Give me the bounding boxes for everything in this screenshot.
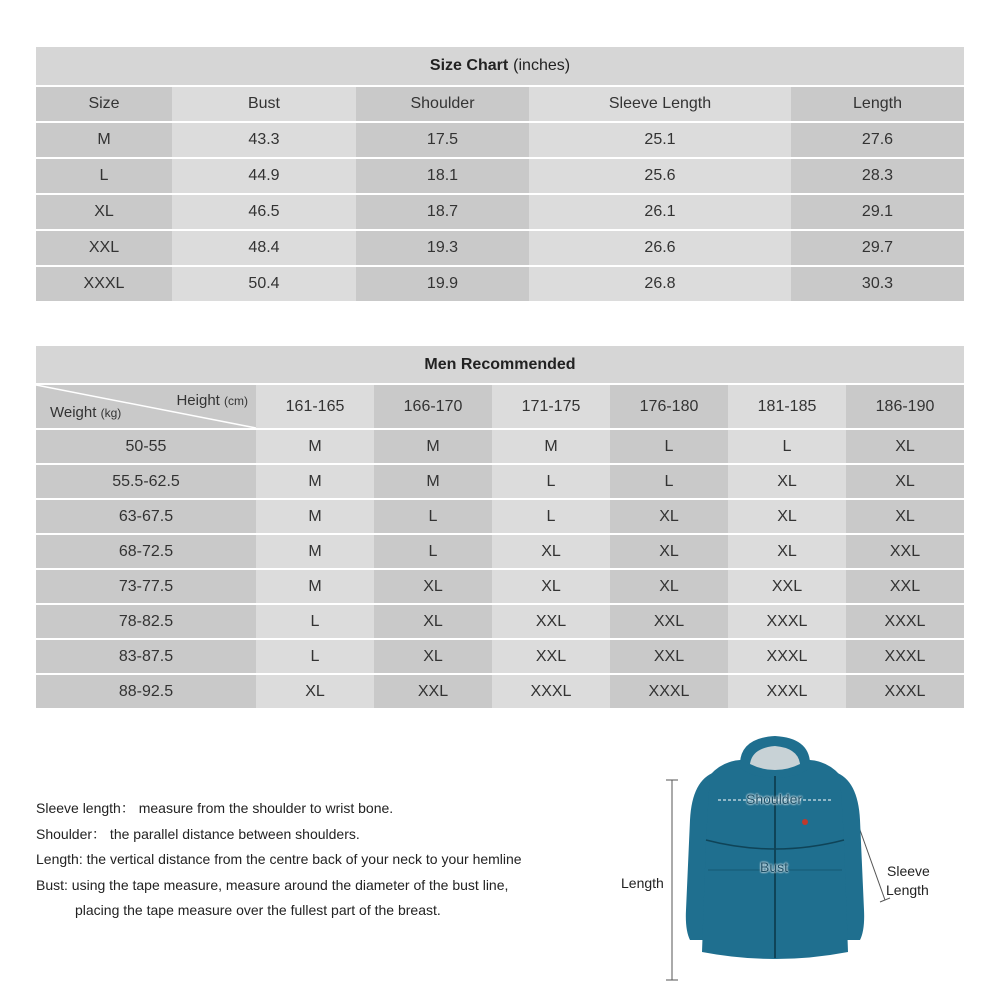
recommended-size-cell: XL <box>728 465 846 498</box>
recommended-size-cell: XL <box>256 675 374 708</box>
recommended-size-cell: M <box>256 465 374 498</box>
table-row <box>36 159 964 195</box>
size-cell: 30.3 <box>791 267 964 301</box>
recommended-size-cell: L <box>728 430 846 463</box>
bust-label: Bust <box>760 859 789 875</box>
size-cell: 43.3 <box>172 123 356 157</box>
size-chart-title-text: Size Chart <box>429 57 509 74</box>
size-cell: L <box>36 159 172 193</box>
recommended-size-cell: XXL <box>728 570 846 603</box>
size-header-cell: Length <box>791 87 964 121</box>
table-row <box>36 605 964 640</box>
recommended-size-cell: M <box>256 500 374 533</box>
size-cell: 27.6 <box>791 123 964 157</box>
note-bust: Bust: using the tape measure, measure around the diameter of the bust line, <box>36 876 509 893</box>
height-range-header: 171-175 <box>492 385 610 428</box>
recommended-size-cell: M <box>374 430 492 463</box>
recommended-size-cell: L <box>256 640 374 673</box>
recommended-size-cell: XL <box>728 500 846 533</box>
recommended-size-cell: XXXL <box>846 640 964 673</box>
recommended-size-cell: L <box>610 430 728 463</box>
table-row <box>36 640 964 675</box>
size-cell: 25.6 <box>529 159 791 193</box>
height-range-header: 161-165 <box>256 385 374 428</box>
logo-icon <box>802 819 808 825</box>
recommended-size-cell: XL <box>374 605 492 638</box>
note-bust-continued: placing the tape measure over the fullest part of the breast. <box>75 902 441 918</box>
recommended-size-cell: XXXL <box>728 605 846 638</box>
weight-range-cell: 88-92.5 <box>36 675 256 708</box>
recommended-size-cell: XXL <box>610 605 728 638</box>
size-chart-unit: (inches) <box>513 57 571 74</box>
table-row <box>36 570 964 605</box>
recommended-size-cell: XL <box>374 570 492 603</box>
recommended-size-cell: XL <box>610 500 728 533</box>
size-cell: 44.9 <box>172 159 356 193</box>
corner-header-cell <box>36 385 256 428</box>
recommended-size-cell: XL <box>492 535 610 568</box>
table-row <box>36 195 964 231</box>
size-cell: 46.5 <box>172 195 356 229</box>
sleeve-label-line2: Length <box>886 882 929 898</box>
recommended-size-cell: L <box>492 500 610 533</box>
table-row <box>36 430 964 465</box>
recommended-size-cell: XL <box>610 535 728 568</box>
weight-axis-label <box>50 404 121 421</box>
size-cell: 29.1 <box>791 195 964 229</box>
size-header-cell: Bust <box>172 87 356 121</box>
size-cell: M <box>36 123 172 157</box>
size-cell: XL <box>36 195 172 229</box>
note-shoulder: Shoulder： the parallel distance between shoulders. <box>36 825 360 842</box>
recommended-size-cell: M <box>256 535 374 568</box>
recommended-size-cell: XL <box>846 430 964 463</box>
recommended-size-cell: XXL <box>492 640 610 673</box>
size-header-cell: Size <box>36 87 172 121</box>
recommended-size-cell: M <box>492 430 610 463</box>
recommended-size-cell: L <box>492 465 610 498</box>
height-range-header: 176-180 <box>610 385 728 428</box>
weight-range-cell: 68-72.5 <box>36 535 256 568</box>
measurement-notes <box>36 796 606 924</box>
weight-range-cell: 63-67.5 <box>36 500 256 533</box>
recommended-size-cell: L <box>256 605 374 638</box>
size-cell: 18.7 <box>356 195 529 229</box>
size-cell: 26.8 <box>529 267 791 301</box>
table-row <box>36 675 964 708</box>
recommended-size-cell: XXL <box>846 535 964 568</box>
sleeve-label-line1: Sleeve <box>887 863 930 879</box>
recommended-size-cell: XL <box>728 535 846 568</box>
table-row <box>36 465 964 500</box>
recommended-size-cell: M <box>256 430 374 463</box>
note-length: Length: the vertical distance from the centre back of your neck to your hemline <box>36 851 522 867</box>
size-cell: 28.3 <box>791 159 964 193</box>
height-axis-label <box>176 392 248 409</box>
size-chart-table <box>36 47 964 301</box>
weight-range-cell: 55.5-62.5 <box>36 465 256 498</box>
size-cell: 19.9 <box>356 267 529 301</box>
recommended-size-cell: XXXL <box>610 675 728 708</box>
weight-range-cell: 73-77.5 <box>36 570 256 603</box>
weight-range-cell: 78-82.5 <box>36 605 256 638</box>
recommended-size-cell: XXL <box>846 570 964 603</box>
note-sleeve-length: Sleeve length： measure from the shoulder to wrist bone. <box>36 800 394 816</box>
recommended-size-cell: L <box>610 465 728 498</box>
recommended-size-cell: XXXL <box>728 640 846 673</box>
table-row <box>36 535 964 570</box>
size-chart-header-row <box>36 87 964 123</box>
recommended-size-cell: XL <box>846 500 964 533</box>
recommended-size-cell: XL <box>846 465 964 498</box>
shoulder-label: Shoulder <box>746 791 803 807</box>
size-cell: 48.4 <box>172 231 356 265</box>
recommended-size-cell: XL <box>610 570 728 603</box>
size-cell: 17.5 <box>356 123 529 157</box>
size-cell: 26.1 <box>529 195 791 229</box>
height-range-header: 181-185 <box>728 385 846 428</box>
recommended-size-cell: XXL <box>374 675 492 708</box>
size-cell: 50.4 <box>172 267 356 301</box>
recommended-size-cell: M <box>256 570 374 603</box>
size-chart-title <box>36 47 964 87</box>
height-range-header: 186-190 <box>846 385 964 428</box>
weight-unit: (kg) <box>100 406 122 420</box>
size-cell: 19.3 <box>356 231 529 265</box>
weight-label: Weight <box>50 404 97 421</box>
recommended-size-cell: XXL <box>492 605 610 638</box>
table-row <box>36 267 964 301</box>
recommendation-table <box>36 346 964 708</box>
recommended-size-cell: XXL <box>610 640 728 673</box>
recommendation-header-row <box>36 385 964 430</box>
recommended-size-cell: L <box>374 535 492 568</box>
size-cell: 29.7 <box>791 231 964 265</box>
size-cell: 18.1 <box>356 159 529 193</box>
recommended-size-cell: XL <box>492 570 610 603</box>
recommended-size-cell: XL <box>374 640 492 673</box>
size-header-cell: Sleeve Length <box>529 87 791 121</box>
recommendation-title: Men Recommended <box>36 346 964 385</box>
size-header-cell: Shoulder <box>356 87 529 121</box>
length-label: Length <box>621 875 664 891</box>
recommended-size-cell: XXXL <box>728 675 846 708</box>
weight-range-cell: 83-87.5 <box>36 640 256 673</box>
size-cell: 26.6 <box>529 231 791 265</box>
height-unit: (cm) <box>224 394 248 408</box>
recommended-size-cell: XXXL <box>846 605 964 638</box>
table-row <box>36 231 964 267</box>
size-cell: XXL <box>36 231 172 265</box>
size-cell: 25.1 <box>529 123 791 157</box>
height-range-header: 166-170 <box>374 385 492 428</box>
table-row <box>36 500 964 535</box>
recommended-size-cell: M <box>374 465 492 498</box>
height-label: Height <box>176 392 220 409</box>
jacket-illustration <box>600 730 940 990</box>
recommended-size-cell: XXXL <box>846 675 964 708</box>
recommended-size-cell: XXXL <box>492 675 610 708</box>
recommended-size-cell: L <box>374 500 492 533</box>
weight-range-cell: 50-55 <box>36 430 256 463</box>
table-row <box>36 123 964 159</box>
size-cell: XXXL <box>36 267 172 301</box>
